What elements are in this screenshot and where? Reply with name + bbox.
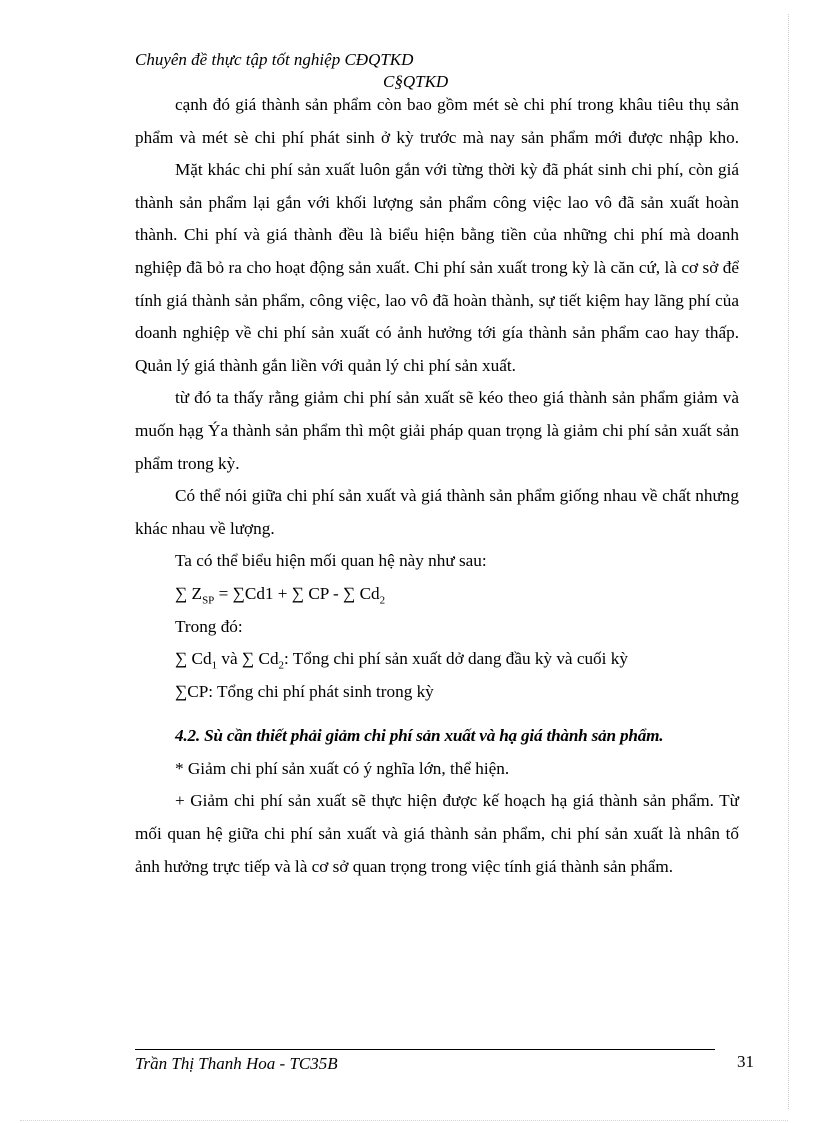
paragraph-cost-vs-price: Mặt khác chi phí sản xuất luôn gắn với từng thời kỳ đã phát sinh chi phí, còn giá thành sản phẩm lại gắn với khối lượng sản phẩm công việc lao vô đã sản xuất hoàn thành. Chi phí và giá thành đều là biểu hiện bằng tiền của những chi phí mà doanh nghiệp đã bỏ ra cho hoạt động sản xuất. Chi phí sản xuất trong kỳ là căn cứ, là cơ sở để tính giá thành sản phẩm, công việc, lao vô đã hoàn thành, sự tiết kiệm hay lãng phí của doanh nghiệp về chi phí sản xuất có ảnh hưởng tới gía thành sản phẩm cao hay thấp. Quản lý giá thành gắn liền với quản lý chi phí sản xuất. bbox=[135, 160, 739, 375]
paragraph-conclusion: từ đó ta thấy rằng giảm chi phí sản xuất sẽ kéo theo giá thành sản phẩm giảm và muốn hạg Ýa thành sản phẩm thì một giải pháp quan trọng là giảm chi phí sản xuất sản phẩm trong kỳ. bbox=[135, 388, 739, 473]
formula-rhs-subscript: 2 bbox=[379, 594, 386, 607]
definition-term-1: ∑ Cd bbox=[175, 649, 212, 669]
where-label: Trong đó: bbox=[175, 616, 243, 636]
section-heading: 4.2. Sù cần thiết phải giảm chi phí sản xuất và hạ giá thành sản phẩm. bbox=[175, 726, 664, 746]
paragraph-plan: + Giảm chi phí sản xuất sẽ thực hiện được kế hoạch hạ giá thành sản phẩm. Từ mối quan hệ giữa chi phí sản xuất và giá thành sản phẩm, chi phí sản xuất là nhân tố ảnh hưởng trực tiếp và là cơ sở quan trọng trong việc tính giá thành sản phẩm. bbox=[135, 791, 739, 876]
paragraph-significance: * Giảm chi phí sản xuất có ý nghĩa lớn, thể hiện. bbox=[175, 758, 510, 778]
definition-text: : Tổng chi phí sản xuất dở dang đầu kỳ và cuối kỳ bbox=[284, 649, 628, 669]
definition-term-2-subscript: 2 bbox=[278, 659, 285, 672]
footer-rule bbox=[135, 1049, 715, 1050]
formula-lhs: ∑ Z bbox=[175, 583, 203, 603]
definition-term-1-subscript: 1 bbox=[211, 659, 218, 672]
definition-total-cost: ∑CP: Tổng chi phí phát sinh trong kỳ bbox=[175, 681, 434, 701]
page-border-bottom bbox=[20, 1120, 788, 1121]
running-header-abbrev: C§QTKD bbox=[383, 72, 449, 91]
formula-rhs: = ∑Cd1 + ∑ CP - ∑ Cd bbox=[214, 583, 380, 603]
paragraph-formula-intro: Ta có thể biểu hiện mối quan hệ này như sau: bbox=[175, 551, 487, 571]
page-body bbox=[135, 89, 739, 883]
definition-term-2: và ∑ Cd bbox=[217, 649, 279, 669]
paragraph-comparison: Có thể nói giữa chi phí sản xuất và giá thành sản phẩm giống nhau về chất nhưng khác nhau về lượng. bbox=[135, 486, 739, 538]
spacer bbox=[135, 708, 739, 720]
formula bbox=[135, 578, 739, 611]
formula-lhs-subscript: SP bbox=[202, 594, 215, 607]
paragraph-continuation: cạnh đó giá thành sản phẩm còn bao gồm mét sè chi phí trong khâu tiêu thụ sản phẩm và mét sè chi phí phát sinh ở kỳ trước mà nay sản phẩm mới được nhập kho. bbox=[135, 95, 739, 147]
definition-opening-closing bbox=[135, 643, 739, 676]
running-header: Chuyên đề thực tập tốt nghiệp CĐQTKD bbox=[135, 50, 414, 69]
page-number: 31 bbox=[737, 1052, 754, 1071]
page-border-right bbox=[788, 14, 790, 1109]
footer-author: Trần Thị Thanh Hoa - TC35B bbox=[135, 1054, 338, 1073]
